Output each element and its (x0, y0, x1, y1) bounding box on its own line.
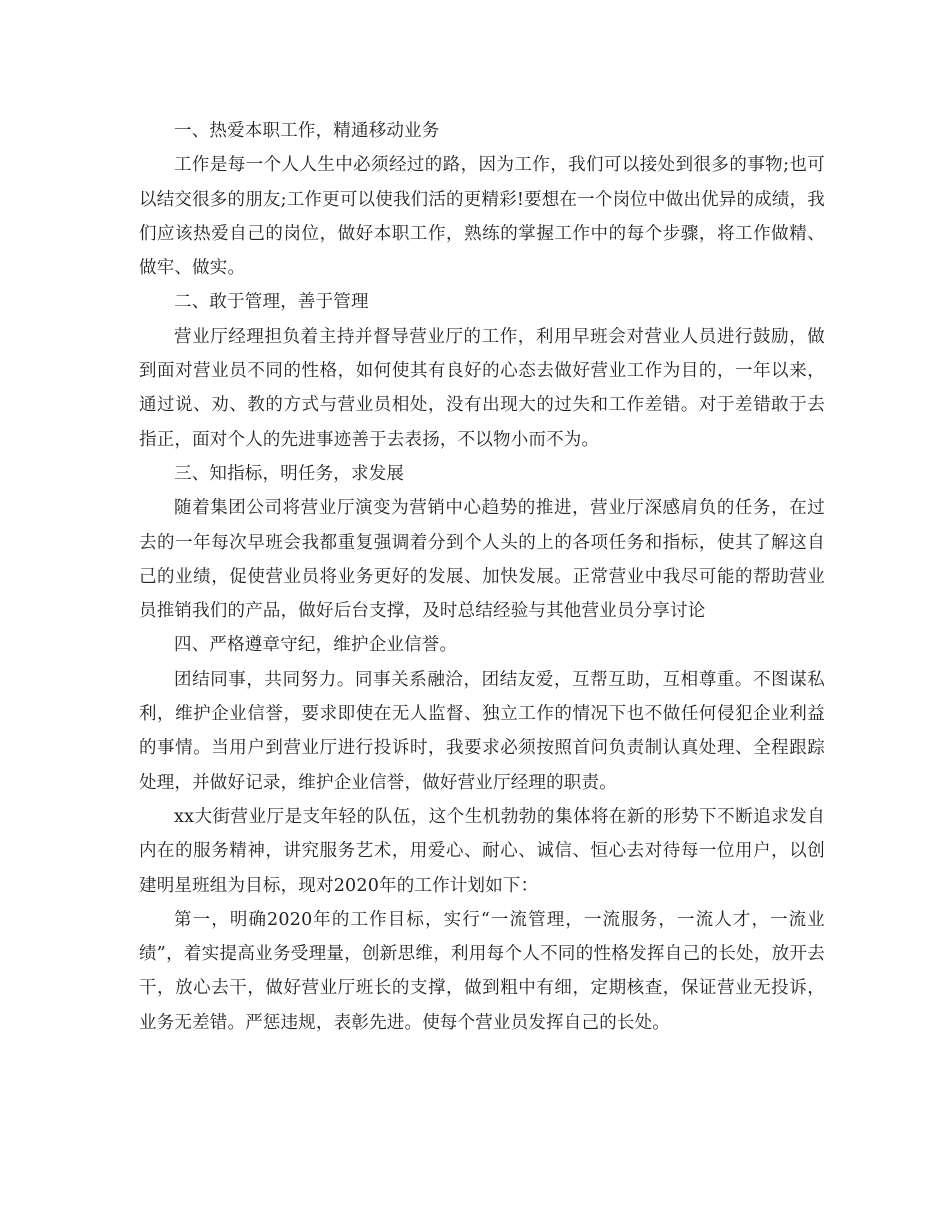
heading-4: 四、严格遵章守纪，维护企业信誉。 (174, 635, 458, 656)
paragraph-6: 第一，明确2020年的工作目标，实行“一流管理，一流服务，一流人才，一流业绩”，着实提高业务受理量，创新思维，利用每个人不同的性格发挥自己的长处，放开去干，放心去干，做好营业厅班长的支撑，做到粗中有细，定期核查，保证营业无投诉，业务无差错。严惩违规，表彰先进。使每个营业员发挥自己的长处。 (139, 909, 825, 1033)
paragraph-3: 随着集团公司将营业厅演变为营销中心趋势的推进，营业厅深感肩负的任务，在过去的一年每次早班会我都重复强调着分到个人头的上的各项任务和指标，使其了解这自己的业绩，促使营业员将业务更好的发展、加快发展。正常营业中我尽可能的帮助营业员推销我们的产品，做好后台支撑，及时总结经验与其他营业员分享讨论 (139, 498, 825, 622)
paragraph-1: 工作是每一个人人生中必须经过的路，因为工作，我们可以接处到很多的事物;也可以结交很多的朋友;工作更可以使我们活的更精彩!要想在一个岗位中做出优异的成绩，我们应该热爱自己的岗位，做好本职工作，熟练的掌握工作中的每个步骤，将工作做精、做牢、做实。 (139, 155, 825, 279)
paragraph-4: 团结同事，共同努力。同事关系融洽，团结友爱，互帮互助，互相尊重。不图谋私利，维护企业信誉，要求即使在无人监督、独立工作的情况下也不做任何侵犯企业利益的事情。当用户到营业厅进行投诉时，我要求必须按照首问负责制认真处理、全程跟踪处理，并做好记录，维护企业信誉，做好营业厅经理的职责。 (139, 669, 825, 793)
heading-2: 二、敢于管理，善于管理 (174, 292, 369, 313)
heading-3: 三、知指标，明任务，求发展 (174, 463, 405, 484)
heading-1: 一、热爱本职工作，精通移动业务 (174, 121, 440, 141)
paragraph-2: 营业厅经理担负着主持并督导营业厅的工作，利用早班会对营业人员进行鼓励，做到面对营业员不同的性格，如何使其有良好的心态去做好营业工作为目的，一年以来，通过说、劝、教的方式与营业员相处，没有出现大的过失和工作差错。对于差错敢于去指正，面对个人的先进事迹善于去表扬，不以物小而不为。 (139, 326, 825, 450)
paragraph-5: xx大街营业厅是支年轻的队伍，这个生机勃勃的集体将在新的形势下不断追求发自内在的服务精神，讲究服务艺术，用爱心、耐心、诚信、恒心去对待每一位用户，以创建明星班组为目标，现对2020年的工作计划如下： (139, 806, 825, 896)
document-body (139, 114, 825, 1040)
